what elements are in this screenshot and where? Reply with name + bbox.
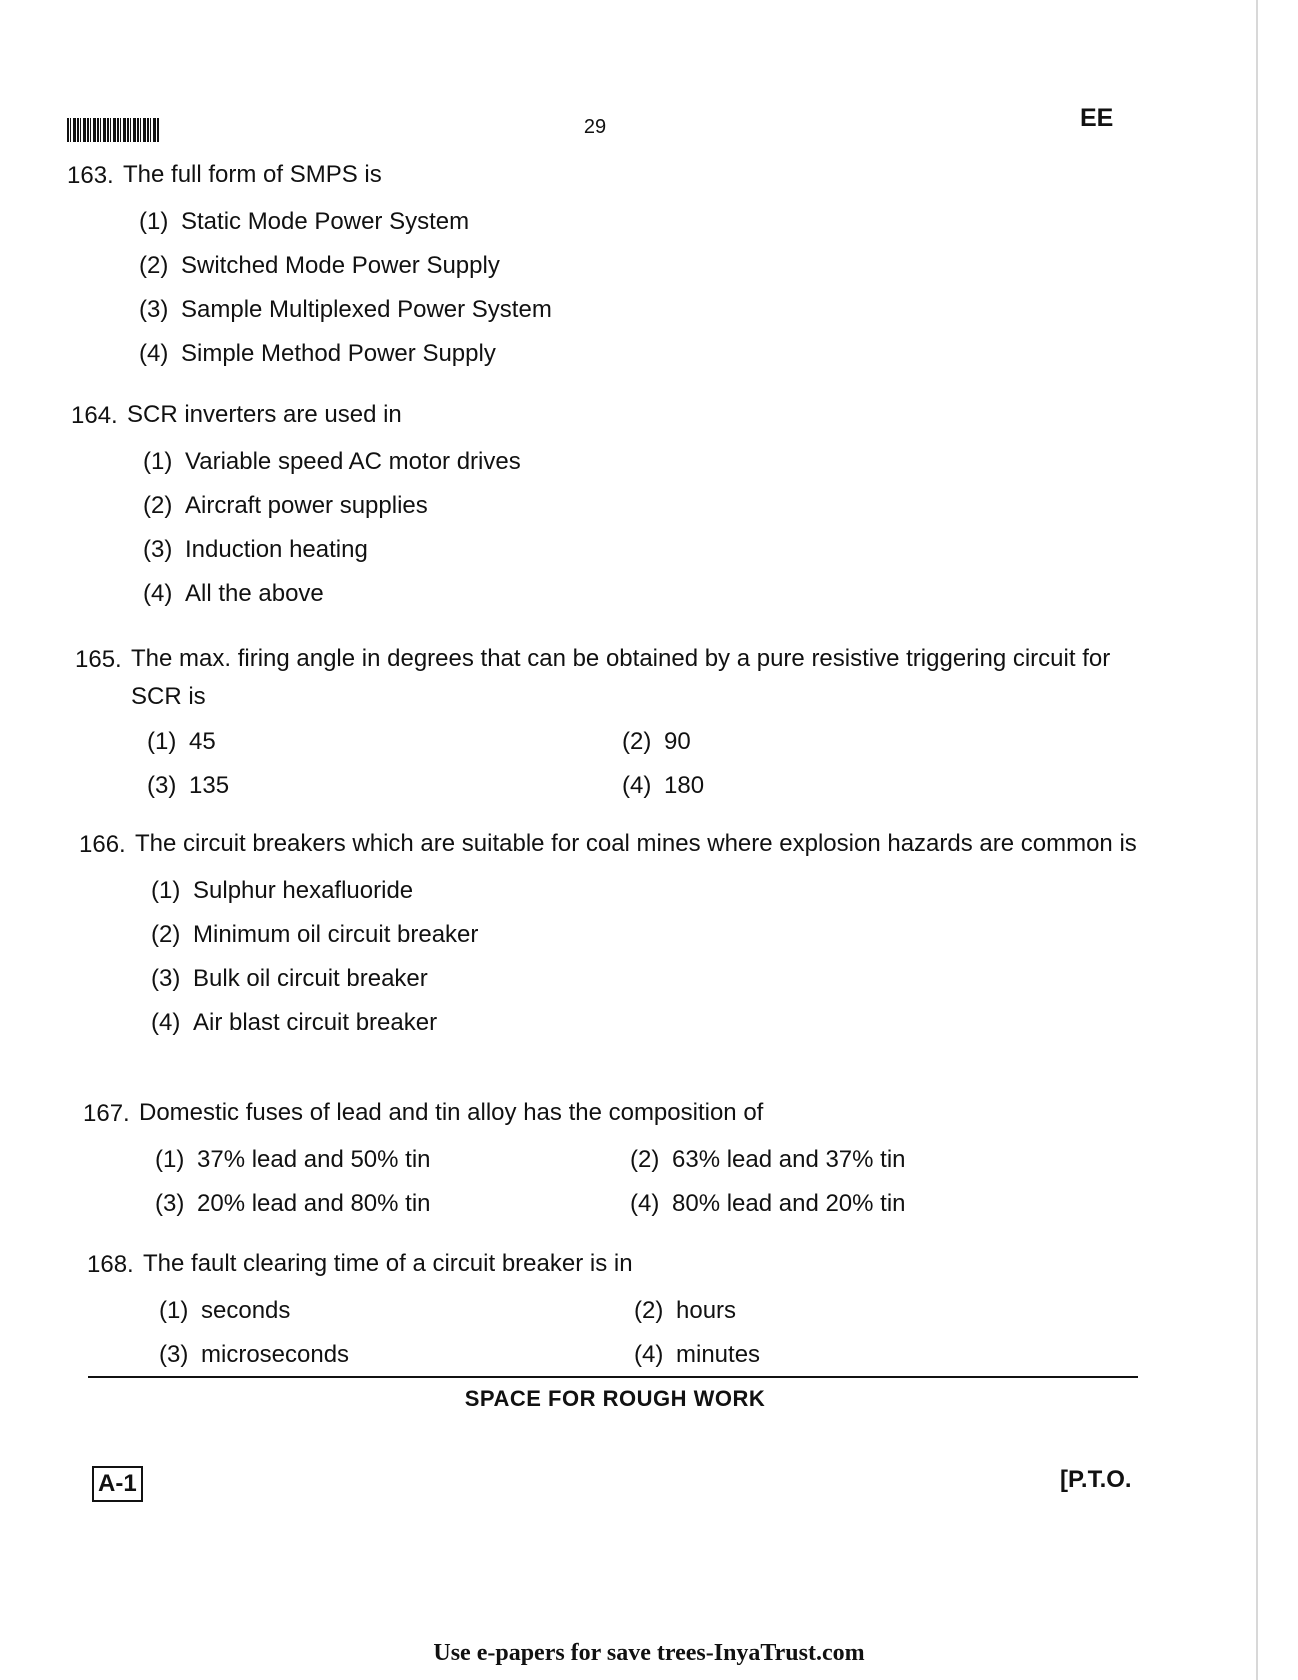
option-number: (1) [143, 448, 173, 475]
question-text: The max. firing angle in degrees that can be obtained by a pure resistive triggering circuit for SCR is [131, 645, 1111, 710]
option [159, 1289, 634, 1333]
option-text: seconds [201, 1297, 291, 1324]
option [630, 1182, 1105, 1226]
option-number: (2) [143, 492, 173, 519]
option-number: (3) [151, 965, 181, 992]
option-number: (3) [139, 296, 169, 323]
option [630, 1138, 1105, 1182]
option-text: Induction heating [185, 536, 368, 563]
option [634, 1333, 1109, 1377]
option-text: Variable speed AC motor drives [185, 448, 521, 475]
option-text: All the above [185, 580, 324, 607]
option-text: Simple Method Power Supply [181, 340, 496, 367]
option-number: (1) [147, 728, 177, 755]
option-number: (4) [630, 1190, 660, 1217]
page-edge-line [1256, 0, 1258, 1680]
option [147, 764, 622, 808]
option-text: 80% lead and 20% tin [672, 1190, 906, 1217]
option-text: 180 [664, 772, 705, 799]
options-list [143, 440, 1147, 616]
option-number: (2) [630, 1146, 660, 1173]
question-text: The full form of SMPS is [123, 161, 382, 188]
footer-watermark: Use e-papers for save trees-InyaTrust.com [433, 1640, 865, 1666]
option [159, 1333, 634, 1377]
question-number: 167. [83, 1100, 130, 1127]
question-text: The fault clearing time of a circuit breaker is in [143, 1250, 633, 1277]
option-text: Minimum oil circuit breaker [193, 921, 479, 948]
question-163 [67, 156, 1143, 376]
option-number: (4) [143, 580, 173, 607]
option-number: (1) [139, 208, 169, 235]
rough-work-label: SPACE FOR ROUGH WORK [464, 1386, 766, 1411]
option-text: 135 [189, 772, 230, 799]
option-text: Air blast circuit breaker [193, 1009, 438, 1036]
option-text: Sample Multiplexed Power System [181, 296, 552, 323]
option [622, 764, 1097, 808]
option-number: (1) [159, 1297, 189, 1324]
option-text: 20% lead and 80% tin [197, 1190, 431, 1217]
option-text: Sulphur hexafluoride [193, 877, 414, 904]
option-text: 63% lead and 37% tin [672, 1146, 906, 1173]
question-168 [87, 1245, 1163, 1377]
option-number: (2) [622, 728, 652, 755]
pto-label: [P.T.O. [1060, 1466, 1132, 1493]
option [143, 440, 1147, 484]
options-grid [147, 720, 1151, 808]
option-number: (1) [155, 1146, 185, 1173]
option-number: (2) [139, 252, 169, 279]
subject-code: EE [1080, 104, 1114, 132]
option-number: (3) [147, 772, 177, 799]
option-number: (3) [155, 1190, 185, 1217]
option-number: (3) [159, 1341, 189, 1368]
option-number: (1) [151, 877, 181, 904]
option-text: Bulk oil circuit breaker [193, 965, 428, 992]
series-code-box: A-1 [92, 1466, 143, 1502]
option-number: (4) [139, 340, 169, 367]
question-number: 168. [87, 1251, 134, 1278]
options-list [139, 200, 1143, 376]
option-number: (4) [622, 772, 652, 799]
question-text: SCR inverters are used in [127, 401, 402, 428]
question-164 [71, 396, 1147, 616]
question-text: Domestic fuses of lead and tin alloy has the composition of [139, 1099, 764, 1126]
option-text: minutes [676, 1341, 761, 1368]
option-text: hours [676, 1297, 737, 1324]
option [151, 869, 1155, 913]
question-number: 165. [75, 646, 122, 673]
option [622, 720, 1097, 764]
question-number: 166. [79, 831, 126, 858]
option [155, 1138, 630, 1182]
option [143, 484, 1147, 528]
question-number: 164. [71, 402, 118, 429]
option-number: (2) [151, 921, 181, 948]
options-list [151, 869, 1155, 1045]
option [139, 200, 1143, 244]
option-number: (3) [143, 536, 173, 563]
question-number: 163. [67, 162, 114, 189]
option-number: (4) [634, 1341, 664, 1368]
question-167 [83, 1094, 1159, 1226]
option-text: Aircraft power supplies [185, 492, 428, 519]
option [139, 332, 1143, 376]
options-grid [159, 1289, 1163, 1377]
option [139, 244, 1143, 288]
question-text: The circuit breakers which are suitable for coal mines where explosion hazards are common is [135, 830, 1137, 857]
rough-work-divider [88, 1376, 1138, 1378]
option [151, 913, 1155, 957]
question-165 [75, 640, 1151, 808]
option [155, 1182, 630, 1226]
option-text: 90 [664, 728, 691, 755]
option [151, 1001, 1155, 1045]
options-grid [155, 1138, 1159, 1226]
option [143, 572, 1147, 616]
option-number: (4) [151, 1009, 181, 1036]
option-text: 37% lead and 50% tin [197, 1146, 431, 1173]
option-number: (2) [634, 1297, 664, 1324]
option-text: 45 [189, 728, 216, 755]
option [143, 528, 1147, 572]
question-166 [79, 825, 1155, 1045]
option [634, 1289, 1109, 1333]
option-text: Static Mode Power System [181, 208, 470, 235]
page-number: 29 [583, 116, 607, 138]
option [147, 720, 622, 764]
option-text: Switched Mode Power Supply [181, 252, 500, 279]
option [151, 957, 1155, 1001]
option [139, 288, 1143, 332]
option-text: microseconds [201, 1341, 350, 1368]
